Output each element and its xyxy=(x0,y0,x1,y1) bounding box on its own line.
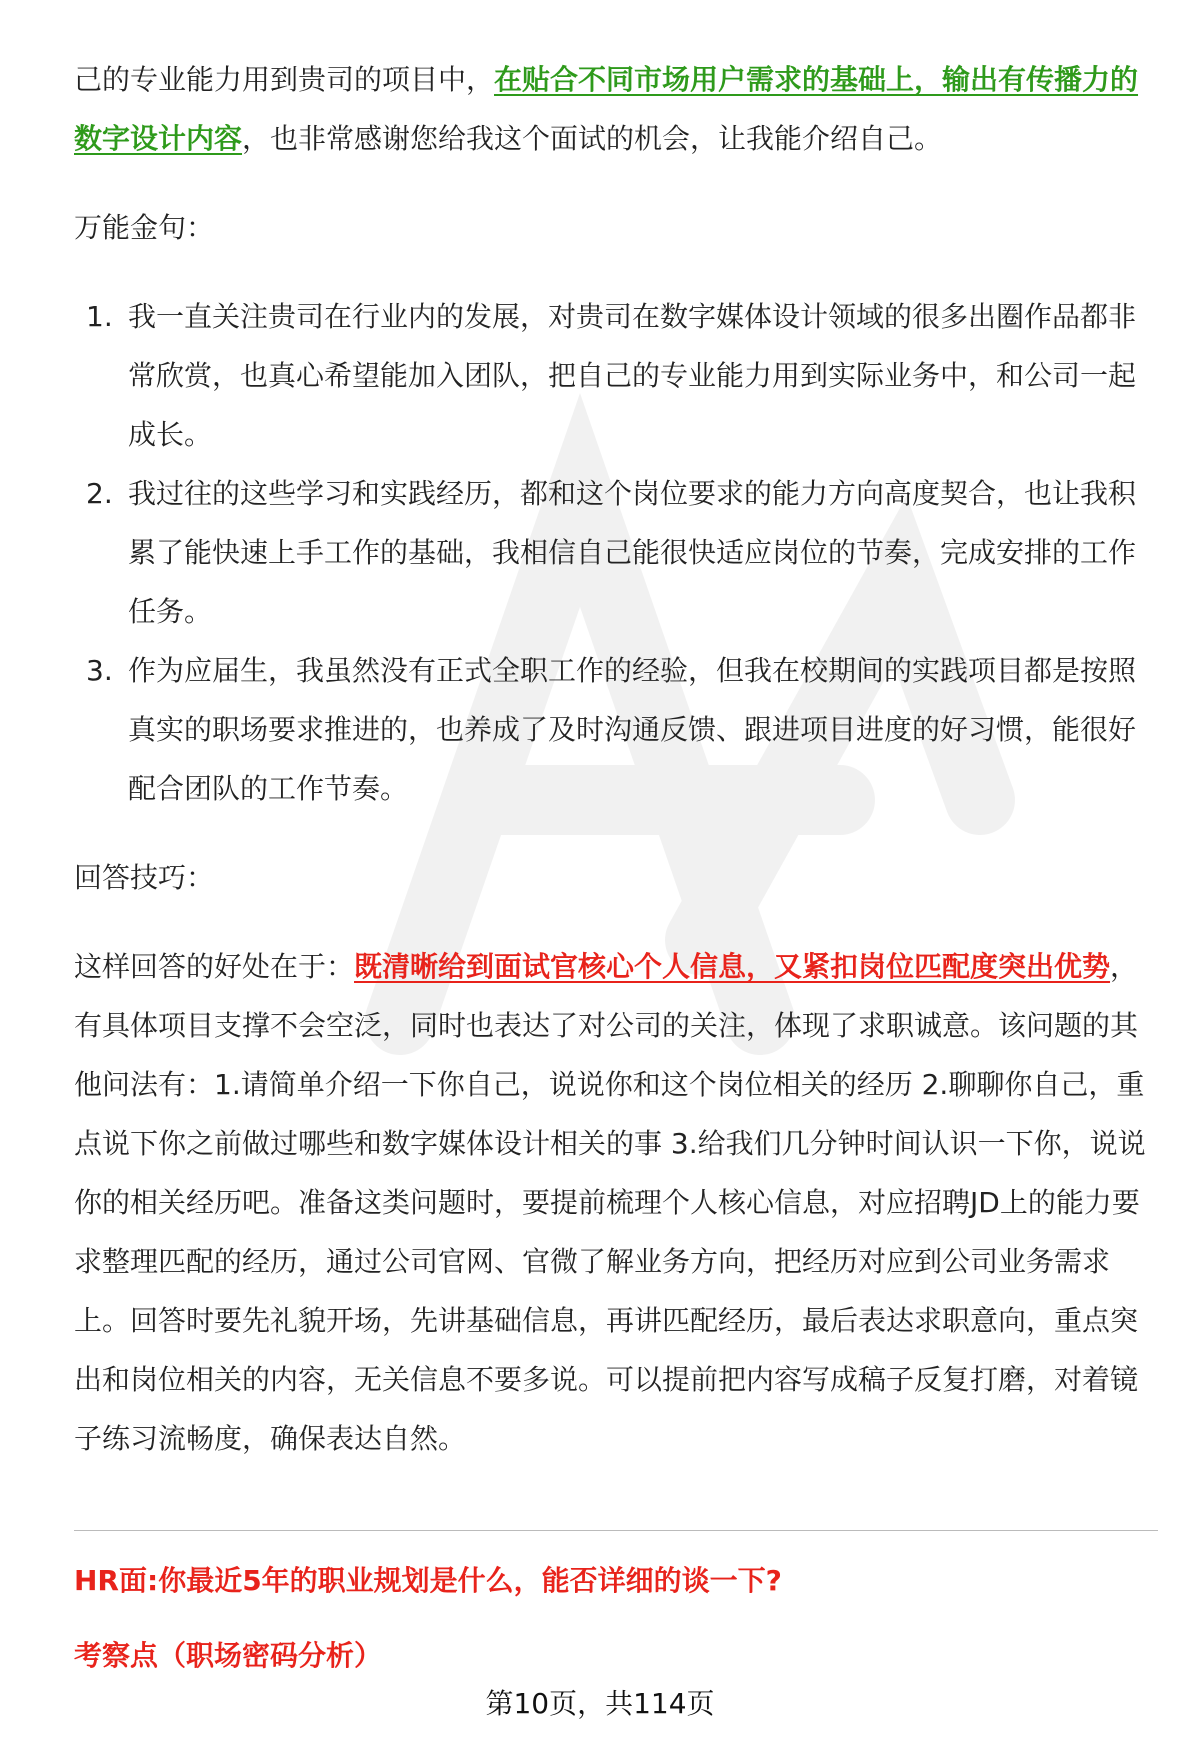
list-item xyxy=(74,464,1158,641)
answer-tips-label: 回答技巧： xyxy=(74,861,215,894)
section-divider xyxy=(74,1530,1158,1531)
hr-question-heading: HR面:你最近5年的职业规划是什么，能否详细的谈一下? xyxy=(74,1564,782,1597)
intro-text-end: ，也非常感谢您给我这个面试的机会，让我能介绍自己。 xyxy=(242,122,943,155)
list-item-text: 作为应届生，我虽然没有正式全职工作的经验，但我在校期间的实践项目都是按照真实的职场要求推进的，也养成了及时沟通反馈、跟进项目进度的好习惯，能很好配合团队的工作节奏。 xyxy=(128,654,1137,805)
tips-highlight: 既清晰给到面试官核心个人信息，又紧扣岗位匹配度突出优势 xyxy=(354,950,1111,983)
list-item-number: 1. xyxy=(86,300,113,333)
golden-sentences-label: 万能金句： xyxy=(74,211,215,244)
tips-text-end: ，有具体项目支撑不会空泛，同时也表达了对公司的关注，体现了求职诚意。该问题的其他问法有：1.请简单介绍一下你自己，说说你和这个岗位相关的经历 2.聊聊你自己，重点说下你之前做过哪些和数字媒体设计相关的事 3.给我们几分钟时间认识一下你，说说你的相关经历吧。准备这类问题时，要提前梳理个人核心信息，对应招聘JD上的能力要求整理匹配的经历，通过公司官网、官微了解业务方向，把经历对应到公司业务需求上。回答时要先礼貌开场，先讲基础信息，再讲匹配经历，最后表达求职意向，重点突出和岗位相关的内容，无关信息不要多说。可以提前把内容写成稿子反复打磨，对着镜子练习流畅度，确保表达自然。 xyxy=(74,950,1146,1455)
tips-text-start: 这样回答的好处在于： xyxy=(74,950,355,983)
list-item-text: 我一直关注贵司在行业内的发展，对贵司在数字媒体设计领域的很多出圈作品都非常欣赏，也真心希望能加入团队，把自己的专业能力用到实际业务中，和公司一起成长。 xyxy=(128,300,1137,451)
intro-text-start: 己的专业能力用到贵司的项目中， xyxy=(74,63,495,96)
intro-highlight: 在贴合不同市场用户需求的基础上，输出有传播力的数字设计内容 xyxy=(74,63,1139,155)
list-item-number: 3. xyxy=(86,654,113,687)
hr-assessment-heading: 考察点（职场密码分析） xyxy=(74,1639,383,1672)
answer-tips-paragraph xyxy=(74,937,1158,1468)
page-number-footer: 第10页，共114页 xyxy=(485,1687,715,1720)
list-item xyxy=(74,641,1158,818)
list-item-text: 我过往的这些学习和实践经历，都和这个岗位要求的能力方向高度契合，也让我积累了能快速上手工作的基础，我相信自己能很快适应岗位的节奏，完成安排的工作任务。 xyxy=(128,477,1137,628)
list-item-number: 2. xyxy=(86,477,113,510)
golden-sentences-list xyxy=(74,287,1158,818)
intro-paragraph xyxy=(74,50,1158,168)
document-body xyxy=(74,50,1158,1468)
list-item xyxy=(74,287,1158,464)
